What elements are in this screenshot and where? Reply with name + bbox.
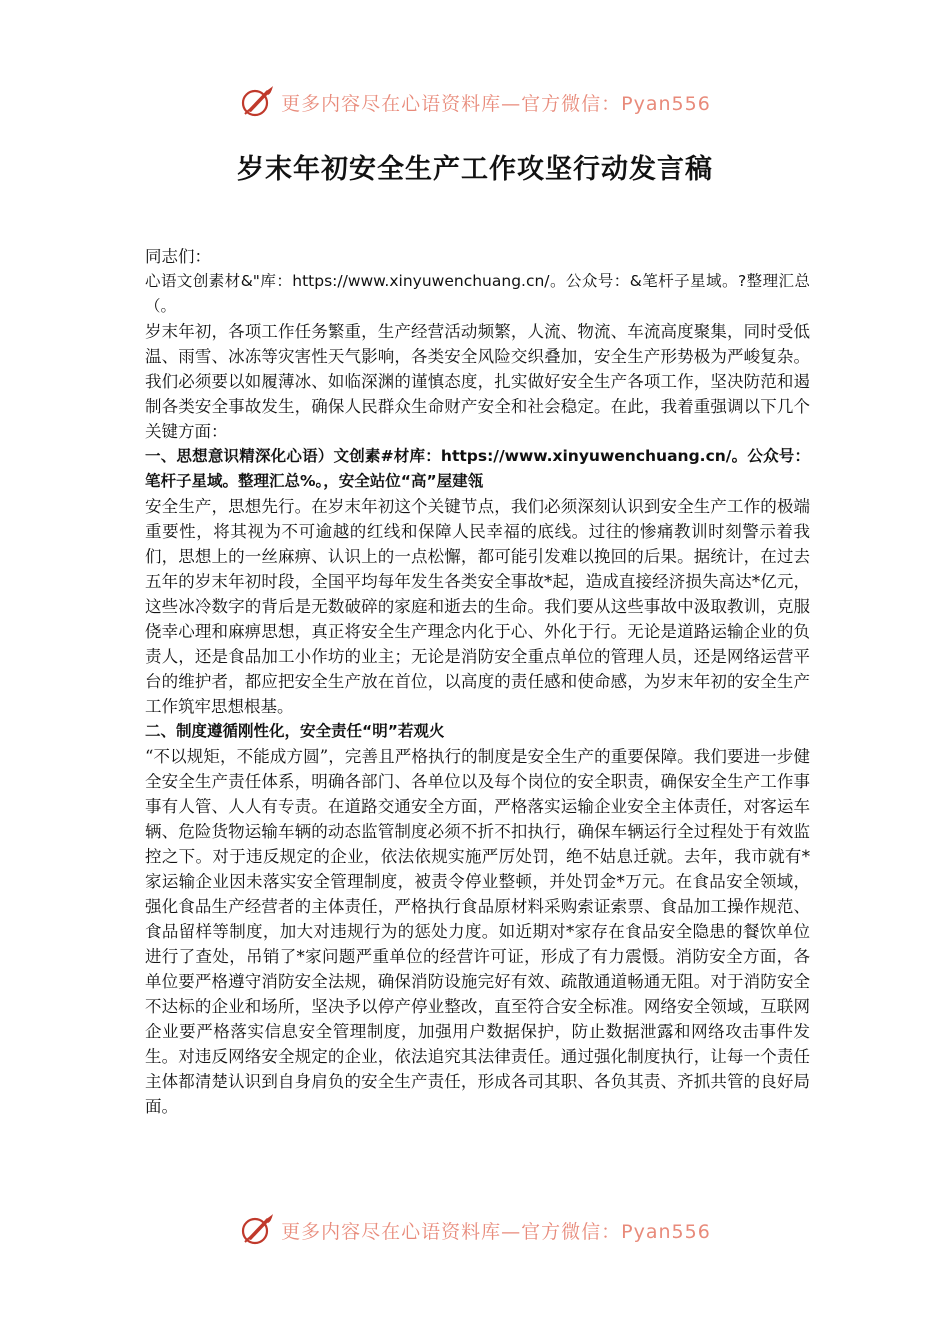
footer-banner — [0, 1208, 950, 1252]
section-paragraph-2: “不以规矩，不能成方圆”，完善且严格执行的制度是安全生产的重要保障。我们要进一步健全安全生产责任体系，明确各部门、各单位以及每个岗位的安全职责，确保安全生产工作事事有人管、人人有专责。在道路交通安全方面，严格落实运输企业安全主体责任，对客运车辆、危险货物运输车辆的动态监管制度必须不折不扣执行，确保车辆运行全过程处于有效监控之下。对于违反规定的企业，依法依规实施严厉处罚，绝不姑息迁就。去年，我市就有*家运输企业因未落实安全管理制度，被责令停业整顿，并处罚金*万元。在食品安全领域，强化食品生产经营者的主体责任，严格执行食品原材料采购索证索票、食品加工操作规范、食品留样等制度，加大对违规行为的惩处力度。如近期对*家存在食品安全隐患的餐饮单位进行了查处，吊销了*家问题严重单位的经营许可证，形成了有力震慑。消防安全方面，各单位要严格遵守消防安全法规，确保消防设施完好有效、疏散通道畅通无阻。对于消防安全不达标的企业和场所，坚决予以停产停业整改，直至符合安全标准。网络安全领域，互联网企业要严格落实信息安全管理制度，加强用户数据保护，防止数据泄露和网络攻击事件发生。对违反网络安全规定的企业，依法追究其法律责任。通过强化制度执行，让每一个责任主体都清楚认识到自身肩负的安全生产责任，形成各司其职、各负其责、齐抓共管的良好局面。 — [145, 747, 810, 1116]
banner-text: 更多内容尽在心语资料库—官方微信：Pyan556 — [281, 1220, 711, 1243]
quill-pen-icon — [239, 84, 275, 120]
wechat-id: Pyan556 — [621, 92, 711, 115]
section-paragraph-1: 安全生产，思想先行。在岁末年初这个关键节点，我们必须深刻认识到安全生产工作的极端重要性，将其视为不可逾越的红线和保障人民幸福的底线。过往的惨痛教训时刻警示着我们，思想上的一丝麻痹、认识上的一点松懈，都可能引发难以挽回的后果。据统计，在过去五年的岁末年初时段，全国平均每年发生各类安全事故*起，造成直接经济损失高达*亿元，这些冰冷数字的背后是无数破碎的家庭和逝去的生命。我们要从这些事故中汲取教训，克服侥幸心理和麻痹思想，真正将安全生产理念内化于心、外化于行。无论是道路运输企业的负责人，还是食品加工小作坊的业主；无论是消防安全重点单位的管理人员，还是网络运营平台的维护者，都应把安全生产放在首位，以高度的责任感和使命感，为岁末年初的安全生产工作筑牢思想根基。 — [145, 497, 810, 716]
wechat-id: Pyan556 — [621, 1220, 711, 1243]
header-banner — [0, 80, 950, 124]
source-line: 心语文创素材&"库：https://www.xinyuwenchuang.cn/。公众号：&笔杆子星域。?整理汇总（。 — [145, 272, 810, 315]
banner-text: 更多内容尽在心语资料库—官方微信：Pyan556 — [281, 92, 711, 115]
section-heading-2: 二、制度遵循刚性化，安全责任“明”若观火 — [145, 722, 445, 740]
page-title: 岁末年初安全生产工作攻坚行动发言稿 — [237, 154, 713, 185]
intro-paragraph: 岁末年初，各项工作任务繁重，生产经营活动频繁，人流、物流、车流高度聚集，同时受低温、雨雪、冰冻等灾害性天气影响，各类安全风险交织叠加，安全生产形势极为严峻复杂。我们必须要以如履薄冰、如临深渊的谨慎态度，扎实做好安全生产各项工作，坚决防范和遏制各类安全事故发生，确保人民群众生命财产安全和社会稳定。在此，我着重强调以下几个关键方面： — [145, 322, 810, 441]
section-heading-1: 一、思想意识精深化心语）文创素#材库：https://www.xinyuwenchuang.cn/。公众号：笔杆子星域。整理汇总%。，安全站位“高”屋建瓴 — [145, 447, 810, 490]
salutation: 同志们： — [145, 247, 211, 266]
document-body — [145, 244, 810, 1119]
quill-pen-icon — [239, 1212, 275, 1248]
